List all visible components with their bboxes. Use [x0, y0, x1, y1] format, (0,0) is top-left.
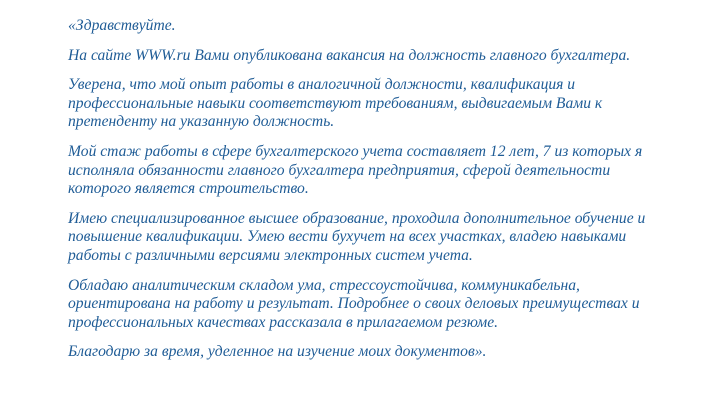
text-line: исполняла обязанности главного бухгалтера предприятия, сферой деятельности [68, 161, 611, 179]
text-line: Имею специализированное высшее образование, проходила дополнительное обучение и [68, 209, 646, 227]
text-line: работы с различными версиями электронных систем учета. [68, 246, 473, 264]
vacancy-paragraph [68, 47, 697, 66]
work-history-paragraph [68, 143, 697, 199]
text-line: профессиональные навыки соответствуют требованиям, выдвигаемым Вами к [68, 94, 603, 112]
text-line: «Здравствуйте. [68, 17, 176, 34]
text-line: Благодарю за время, уделенное на изучение моих документов». [68, 343, 487, 361]
text-line: которого является строительство. [68, 180, 309, 198]
closing-paragraph [68, 343, 697, 362]
text-line: ориентирована на работу и результат. Подробнее о своих деловых преимуществах и [68, 295, 640, 313]
text-line: На сайте WWW.ru Вами опубликована вакансия на должность главного бухгалтера. [68, 46, 631, 64]
text-line: профессиональных качествах рассказала в прилагаемом резюме. [68, 313, 499, 331]
text-line: Мой стаж работы в сфере бухгалтерского учета составляет 12 лет, 7 из которых я [68, 142, 643, 160]
text-line: претенденту на указанную должность. [68, 113, 335, 131]
text-line: Обладаю аналитическим складом ума, стрессоустойчива, коммуникабельна, [68, 276, 580, 294]
qualities-paragraph [68, 277, 697, 333]
text-line: Уверена, что мой опыт работы в аналогичной должности, квалификация и [68, 76, 576, 94]
greeting-paragraph [68, 17, 697, 36]
education-paragraph [68, 210, 697, 266]
text-line: повышение квалификации. Умею вести бухучет на всех участках, владею навыками [68, 228, 627, 246]
experience-paragraph [68, 76, 697, 132]
